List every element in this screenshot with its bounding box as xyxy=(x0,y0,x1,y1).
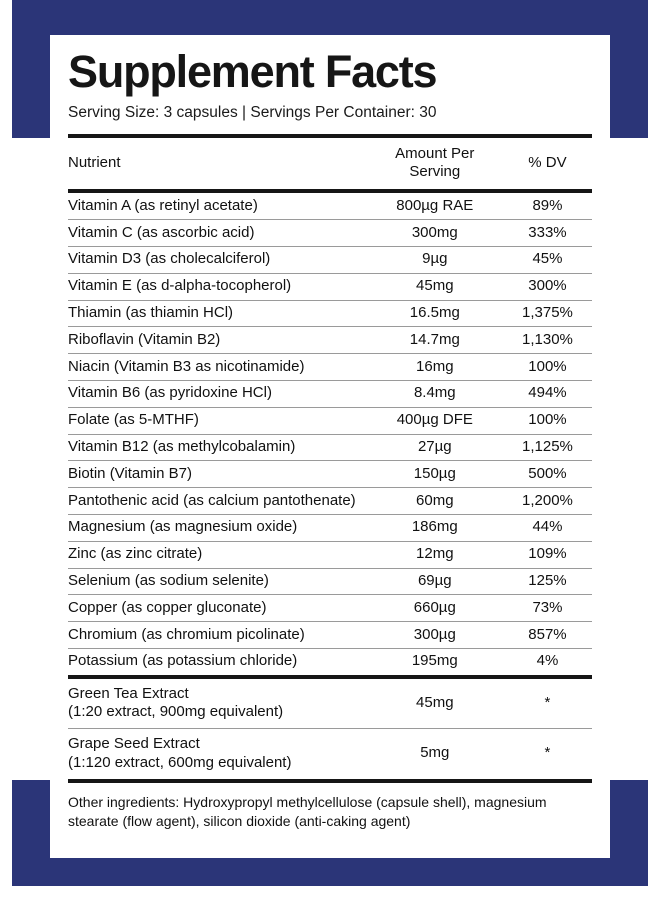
nutrients-body xyxy=(68,193,592,674)
table-row xyxy=(68,488,592,515)
column-header-amount-line2: Serving xyxy=(409,162,461,180)
column-header-amount-line1: Amount Per xyxy=(395,145,475,162)
table-row xyxy=(68,380,592,407)
nutrient-amount: 45mg xyxy=(367,273,503,300)
nutrient-dv: 45% xyxy=(503,246,592,273)
nutrient-name: Vitamin E (as d-alpha-tocopherol) xyxy=(68,273,367,300)
extract-amount: 5mg xyxy=(367,729,503,779)
nutrient-amount: 800µg RAE xyxy=(396,196,474,214)
nutrient-name: Copper (as copper gluconate) xyxy=(68,595,367,622)
nutrient-name: Niacin (Vitamin B3 as nicotinamide) xyxy=(68,354,367,381)
label-card xyxy=(50,35,610,858)
nutrient-dv: 100% xyxy=(503,407,592,434)
extract-amount: 45mg xyxy=(416,693,454,711)
table-row xyxy=(68,679,592,729)
nutrient-name: Riboflavin (Vitamin B2) xyxy=(68,327,367,354)
extract-dv: * xyxy=(544,693,551,711)
table-row xyxy=(68,246,592,273)
nutrient-dv: 4% xyxy=(503,648,592,674)
column-header-amount xyxy=(367,138,503,189)
facts-table xyxy=(68,138,592,189)
nutrient-name: Potassium (as potassium chloride) xyxy=(68,648,367,674)
nutrient-amount: 16.5mg xyxy=(367,300,503,327)
nutrient-amount: 150µg xyxy=(367,461,503,488)
nutrient-dv: 1,200% xyxy=(503,488,592,515)
nutrient-name: Biotin (Vitamin B7) xyxy=(68,461,367,488)
table-row xyxy=(68,273,592,300)
nutrient-amount: 300mg xyxy=(367,220,503,247)
other-ingredients: Other ingredients: Hydroxypropyl methylcellulose (capsule shell), magnesium stearate (flow agent), silicon dioxide (anti-caking agent) xyxy=(68,793,547,830)
nutrient-dv: 1,375% xyxy=(503,300,592,327)
nutrient-dv: 1,125% xyxy=(503,434,592,461)
nutrient-amount: 195mg xyxy=(367,648,503,674)
nutrient-dv: 1,130% xyxy=(503,327,592,354)
nutrient-name: Vitamin A (as retinyl acetate) xyxy=(68,196,258,214)
nutrient-amount: 14.7mg xyxy=(367,327,503,354)
extracts-table xyxy=(68,679,592,779)
table-row xyxy=(68,622,592,649)
table-row xyxy=(68,300,592,327)
extract-name-cell xyxy=(68,729,367,779)
nutrient-amount: 8.4mg xyxy=(367,380,503,407)
table-row xyxy=(68,193,592,219)
nutrient-name: Thiamin (as thiamin HCl) xyxy=(68,300,367,327)
nutrient-dv: 44% xyxy=(503,514,592,541)
extract-name: Green Tea Extract xyxy=(68,684,189,702)
nutrient-amount: 400µg DFE xyxy=(367,407,503,434)
nutrient-dv: 109% xyxy=(503,541,592,568)
nutrient-amount: 186mg xyxy=(367,514,503,541)
nutrient-amount: 69µg xyxy=(367,568,503,595)
nutrient-name: Magnesium (as magnesium oxide) xyxy=(68,514,367,541)
serving-info: Serving Size: 3 capsules | Servings Per Container: 30 xyxy=(68,104,437,121)
table-row xyxy=(68,354,592,381)
nutrient-amount: 300µg xyxy=(367,622,503,649)
nutrient-dv: 333% xyxy=(503,220,592,247)
nutrient-dv: 73% xyxy=(503,595,592,622)
nutrient-amount: 16mg xyxy=(367,354,503,381)
nutrient-dv: 89% xyxy=(532,196,563,214)
nutrient-amount: 9µg xyxy=(367,246,503,273)
column-header-dv: % DV xyxy=(528,154,567,172)
extract-detail: (1:120 extract, 600mg equivalent) xyxy=(68,753,292,771)
table-row xyxy=(68,461,592,488)
facts-table-head xyxy=(68,138,592,189)
nutrient-name: Pantothenic acid (as calcium pantothenate) xyxy=(68,488,367,515)
column-header-nutrient: Nutrient xyxy=(68,154,121,172)
table-row xyxy=(68,407,592,434)
nutrient-amount: 27µg xyxy=(367,434,503,461)
table-row xyxy=(68,327,592,354)
nutrient-name: Vitamin C (as ascorbic acid) xyxy=(68,220,367,247)
page-title: Supplement Facts xyxy=(68,46,437,97)
table-row xyxy=(68,220,592,247)
nutrient-name: Folate (as 5-MTHF) xyxy=(68,407,367,434)
nutrients-table xyxy=(68,193,592,674)
nutrient-name: Zinc (as zinc citrate) xyxy=(68,541,367,568)
table-row xyxy=(68,729,592,779)
table-row xyxy=(68,595,592,622)
nutrient-name: Vitamin B12 (as methylcobalamin) xyxy=(68,434,367,461)
nutrient-dv: 125% xyxy=(503,568,592,595)
nutrient-dv: 100% xyxy=(503,354,592,381)
nutrient-amount: 12mg xyxy=(367,541,503,568)
nutrient-name: Vitamin B6 (as pyridoxine HCl) xyxy=(68,380,367,407)
nutrient-amount: 60mg xyxy=(367,488,503,515)
nutrient-amount: 660µg xyxy=(367,595,503,622)
extract-detail: (1:20 extract, 900mg equivalent) xyxy=(68,703,284,721)
nutrient-name: Selenium (as sodium selenite) xyxy=(68,568,367,595)
table-row xyxy=(68,648,592,674)
nutrient-name: Vitamin D3 (as cholecalciferol) xyxy=(68,246,367,273)
table-header-row xyxy=(68,138,592,189)
table-row xyxy=(68,514,592,541)
table-row xyxy=(68,434,592,461)
extracts-body xyxy=(68,679,592,779)
nutrient-name: Chromium (as chromium picolinate) xyxy=(68,622,367,649)
nutrient-dv: 500% xyxy=(503,461,592,488)
nutrient-dv: 857% xyxy=(503,622,592,649)
extract-name: Grape Seed Extract xyxy=(68,735,200,753)
extract-name-cell xyxy=(68,679,367,729)
extract-dv: * xyxy=(503,729,592,779)
table-row xyxy=(68,568,592,595)
table-row xyxy=(68,541,592,568)
nutrient-dv: 300% xyxy=(503,273,592,300)
nutrient-dv: 494% xyxy=(503,380,592,407)
